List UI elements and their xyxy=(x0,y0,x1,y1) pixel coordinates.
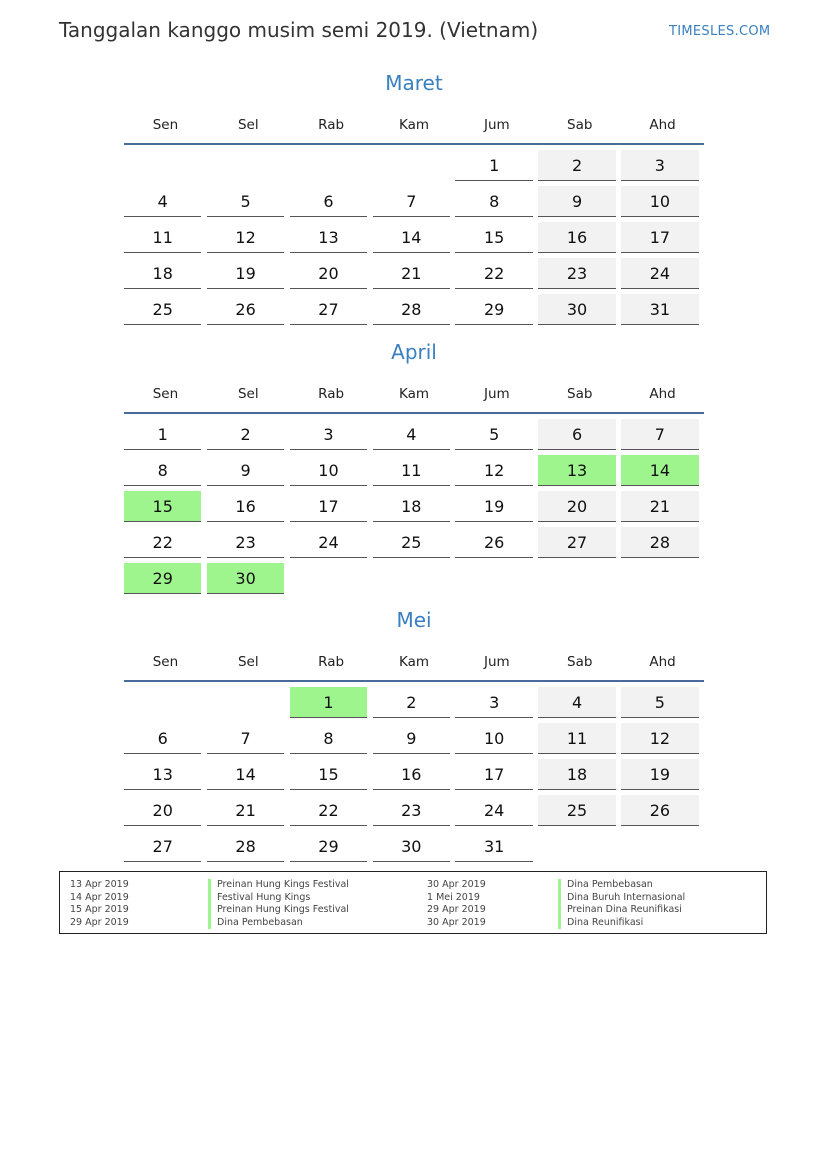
weekday-label: Sab xyxy=(567,386,593,402)
empty-cell xyxy=(538,831,615,862)
legend-holiday-name: Dina Pembebasan xyxy=(208,917,349,930)
legend-date: 1 Mei 2019 xyxy=(427,891,480,903)
day-cell: 11 xyxy=(373,455,450,486)
week-row xyxy=(124,687,704,723)
day-cell: 10 xyxy=(290,455,367,486)
weekday-header xyxy=(124,644,704,682)
day-grid xyxy=(124,687,704,867)
day-cell: 24 xyxy=(455,795,532,826)
day-cell: 24 xyxy=(290,527,367,558)
month-title: Maret xyxy=(385,71,443,95)
day-cell: 6 xyxy=(124,723,201,754)
day-cell: 5 xyxy=(455,419,532,450)
legend-holiday-name: Preinan Hung Kings Festival xyxy=(208,904,349,917)
day-cell: 9 xyxy=(207,455,284,486)
day-cell: 1 xyxy=(455,150,532,181)
month-title: April xyxy=(391,340,437,364)
day-cell: 21 xyxy=(373,258,450,289)
day-cell: 5 xyxy=(207,186,284,217)
weekday-header xyxy=(124,107,704,145)
day-cell: 12 xyxy=(455,455,532,486)
weekend-day-cell: 6 xyxy=(538,419,615,450)
weekend-day-cell: 5 xyxy=(621,687,698,718)
holiday-day-cell: 1 xyxy=(290,687,367,718)
day-cell: 23 xyxy=(207,527,284,558)
day-cell: 8 xyxy=(290,723,367,754)
week-row xyxy=(124,527,704,563)
weekend-day-cell: 20 xyxy=(538,491,615,522)
day-cell: 29 xyxy=(290,831,367,862)
weekend-day-cell: 31 xyxy=(621,294,698,325)
day-cell: 10 xyxy=(455,723,532,754)
week-row xyxy=(124,186,704,222)
weekday-label: Sen xyxy=(152,386,179,402)
weekday-label: Ahd xyxy=(649,654,676,670)
week-row xyxy=(124,759,704,795)
weekend-day-cell: 18 xyxy=(538,759,615,790)
page-title: Tanggalan kanggo musim semi 2019. (Vietnam) xyxy=(59,18,539,42)
weekend-day-cell: 12 xyxy=(621,723,698,754)
day-cell: 12 xyxy=(207,222,284,253)
weekend-day-cell: 7 xyxy=(621,419,698,450)
weekend-day-cell: 26 xyxy=(621,795,698,826)
month-calendar xyxy=(124,69,704,330)
day-grid xyxy=(124,419,704,599)
day-cell: 18 xyxy=(373,491,450,522)
day-cell: 21 xyxy=(207,795,284,826)
day-cell: 31 xyxy=(455,831,532,862)
holiday-legend xyxy=(59,871,767,934)
day-cell: 23 xyxy=(373,795,450,826)
day-cell: 17 xyxy=(290,491,367,522)
weekend-day-cell: 2 xyxy=(538,150,615,181)
brand-link[interactable]: TIMESLES.COM xyxy=(669,24,771,39)
day-cell: 8 xyxy=(455,186,532,217)
holiday-day-cell: 29 xyxy=(124,563,201,594)
weekday-label: Sel xyxy=(237,117,259,133)
empty-cell xyxy=(373,563,450,594)
week-row xyxy=(124,258,704,294)
day-grid xyxy=(124,150,704,330)
week-row xyxy=(124,455,704,491)
legend-left-names xyxy=(208,879,349,929)
day-cell: 28 xyxy=(373,294,450,325)
day-cell: 14 xyxy=(373,222,450,253)
day-cell: 4 xyxy=(373,419,450,450)
weekend-day-cell: 23 xyxy=(538,258,615,289)
weekday-label: Jum xyxy=(484,654,510,670)
weekend-day-cell: 10 xyxy=(621,186,698,217)
day-cell: 2 xyxy=(207,419,284,450)
legend-holiday-name: Dina Reunifikasi xyxy=(558,917,685,930)
empty-cell xyxy=(538,563,615,594)
day-cell: 25 xyxy=(124,294,201,325)
day-cell: 30 xyxy=(373,831,450,862)
legend-holiday-name: Preinan Dina Reunifikasi xyxy=(558,904,685,917)
weekend-day-cell: 27 xyxy=(538,527,615,558)
month-calendar xyxy=(124,606,704,867)
month-calendar xyxy=(124,338,704,599)
holiday-day-cell: 14 xyxy=(621,455,698,486)
day-cell: 19 xyxy=(455,491,532,522)
day-cell: 27 xyxy=(290,294,367,325)
day-cell: 18 xyxy=(124,258,201,289)
legend-left-dates xyxy=(70,879,129,929)
week-row xyxy=(124,222,704,258)
weekend-day-cell: 16 xyxy=(538,222,615,253)
day-cell: 22 xyxy=(455,258,532,289)
week-row xyxy=(124,831,704,867)
week-row xyxy=(124,723,704,759)
legend-date: 13 Apr 2019 xyxy=(70,879,129,890)
day-cell: 15 xyxy=(290,759,367,790)
empty-cell xyxy=(290,150,367,181)
weekend-day-cell: 9 xyxy=(538,186,615,217)
day-cell: 8 xyxy=(124,455,201,486)
day-cell: 7 xyxy=(373,186,450,217)
legend-holiday-name: Preinan Hung Kings Festival xyxy=(208,879,349,892)
legend-holiday-name: Dina Buruh Internasional xyxy=(558,892,685,905)
holiday-day-cell: 15 xyxy=(124,491,201,522)
weekday-label: Rab xyxy=(318,117,345,133)
day-cell: 13 xyxy=(290,222,367,253)
weekday-label: Sel xyxy=(237,386,259,402)
weekend-day-cell: 25 xyxy=(538,795,615,826)
weekend-day-cell: 19 xyxy=(621,759,698,790)
day-cell: 26 xyxy=(207,294,284,325)
weekday-label: Sab xyxy=(567,117,593,133)
weekend-day-cell: 11 xyxy=(538,723,615,754)
legend-date: 30 Apr 2019 xyxy=(427,879,486,890)
empty-cell xyxy=(455,563,532,594)
weekday-header xyxy=(124,376,704,414)
day-cell: 16 xyxy=(207,491,284,522)
empty-cell xyxy=(621,831,698,862)
holiday-day-cell: 30 xyxy=(207,563,284,594)
weekday-label: Sab xyxy=(567,654,593,670)
day-cell: 29 xyxy=(455,294,532,325)
weekday-label: Sen xyxy=(152,654,179,670)
day-cell: 20 xyxy=(290,258,367,289)
week-row xyxy=(124,491,704,527)
weekday-label: Kam xyxy=(398,654,430,670)
legend-date: 29 Apr 2019 xyxy=(427,904,486,915)
empty-cell xyxy=(290,563,367,594)
weekend-day-cell: 4 xyxy=(538,687,615,718)
legend-date: 15 Apr 2019 xyxy=(70,904,129,915)
weekday-label: Rab xyxy=(318,386,345,402)
day-cell: 27 xyxy=(124,831,201,862)
weekday-label: Sen xyxy=(152,117,179,133)
day-cell: 22 xyxy=(290,795,367,826)
empty-cell xyxy=(124,687,201,718)
holiday-day-cell: 13 xyxy=(538,455,615,486)
day-cell: 3 xyxy=(290,419,367,450)
empty-cell xyxy=(373,150,450,181)
day-cell: 28 xyxy=(207,831,284,862)
weekday-label: Ahd xyxy=(649,386,676,402)
day-cell: 16 xyxy=(373,759,450,790)
legend-date: 29 Apr 2019 xyxy=(70,916,129,928)
legend-date: 14 Apr 2019 xyxy=(70,891,129,903)
day-cell: 4 xyxy=(124,186,201,217)
weekday-label: Kam xyxy=(398,117,430,133)
day-cell: 13 xyxy=(124,759,201,790)
weekend-day-cell: 24 xyxy=(621,258,698,289)
legend-right-names xyxy=(558,879,685,929)
legend-holiday-name: Festival Hung Kings xyxy=(208,892,349,905)
week-row xyxy=(124,150,704,186)
legend-holiday-name: Dina Pembebasan xyxy=(558,879,685,892)
weekday-label: Kam xyxy=(398,386,430,402)
day-cell: 26 xyxy=(455,527,532,558)
weekend-day-cell: 30 xyxy=(538,294,615,325)
week-row xyxy=(124,795,704,831)
day-cell: 2 xyxy=(373,687,450,718)
day-cell: 15 xyxy=(455,222,532,253)
legend-right-dates xyxy=(427,879,486,929)
empty-cell xyxy=(621,563,698,594)
weekend-day-cell: 21 xyxy=(621,491,698,522)
weekday-label: Jum xyxy=(484,386,510,402)
day-cell: 6 xyxy=(290,186,367,217)
day-cell: 19 xyxy=(207,258,284,289)
week-row xyxy=(124,563,704,599)
day-cell: 25 xyxy=(373,527,450,558)
day-cell: 7 xyxy=(207,723,284,754)
day-cell: 22 xyxy=(124,527,201,558)
day-cell: 20 xyxy=(124,795,201,826)
day-cell: 9 xyxy=(373,723,450,754)
day-cell: 1 xyxy=(124,419,201,450)
day-cell: 14 xyxy=(207,759,284,790)
empty-cell xyxy=(207,687,284,718)
week-row xyxy=(124,294,704,330)
empty-cell xyxy=(124,150,201,181)
weekend-day-cell: 3 xyxy=(621,150,698,181)
weekend-day-cell: 28 xyxy=(621,527,698,558)
weekday-label: Sel xyxy=(237,654,259,670)
weekday-label: Jum xyxy=(484,117,510,133)
weekend-day-cell: 17 xyxy=(621,222,698,253)
day-cell: 3 xyxy=(455,687,532,718)
day-cell: 11 xyxy=(124,222,201,253)
month-title: Mei xyxy=(396,608,432,632)
week-row xyxy=(124,419,704,455)
day-cell: 17 xyxy=(455,759,532,790)
weekday-label: Rab xyxy=(318,654,345,670)
legend-date: 30 Apr 2019 xyxy=(427,916,486,928)
weekday-label: Ahd xyxy=(649,117,676,133)
empty-cell xyxy=(207,150,284,181)
